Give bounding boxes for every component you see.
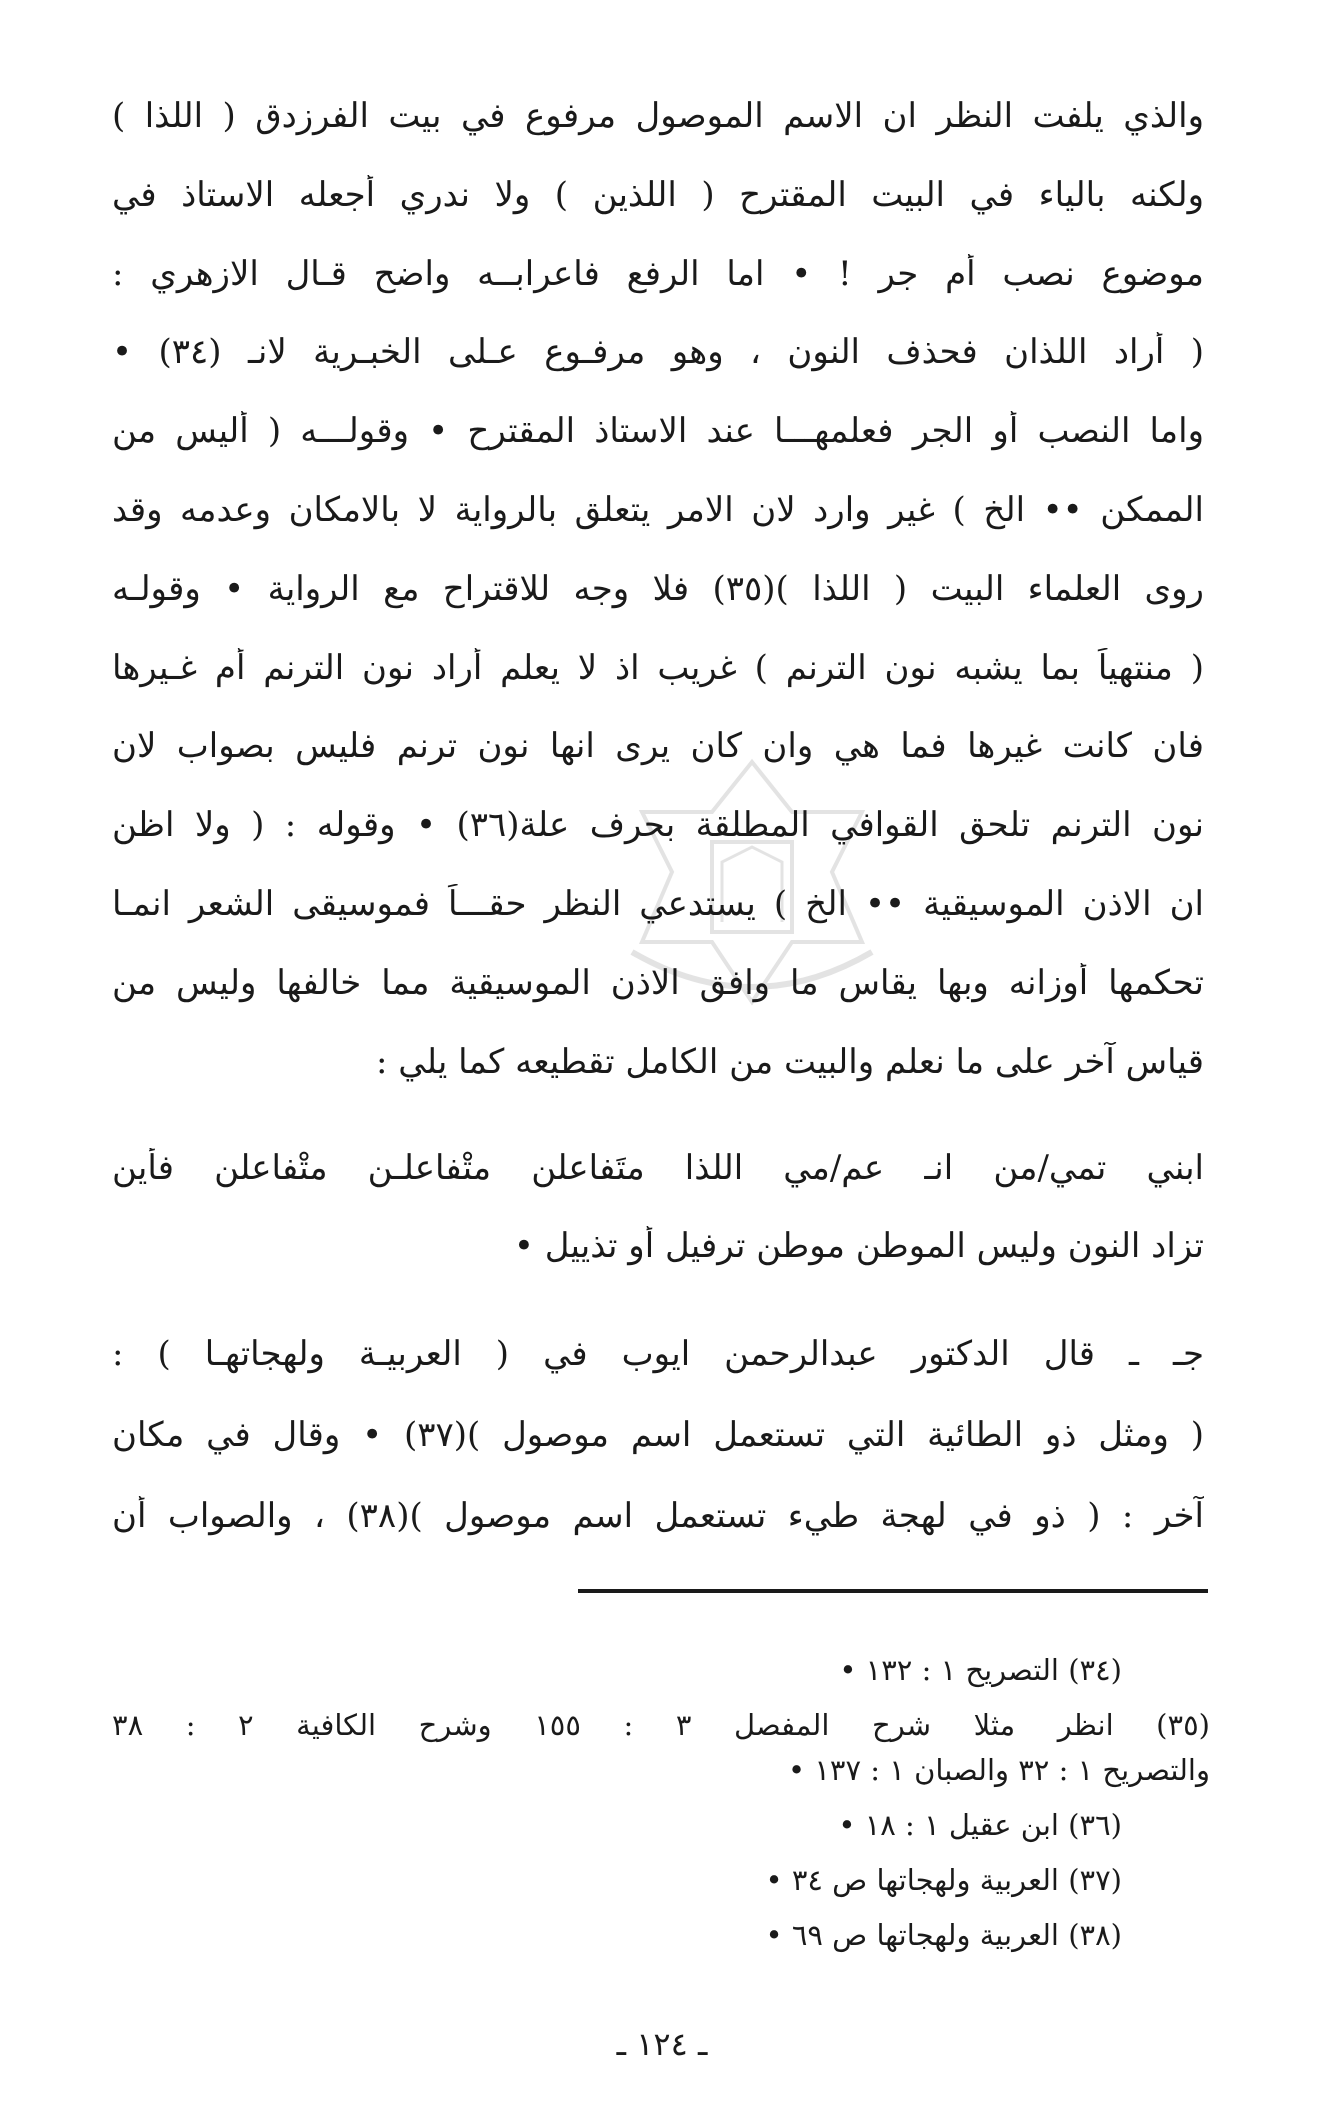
paragraph-line: ( أراد اللذان فحذف النون ، وهو مرفـوع عـلى الخبـرية لانـ (٣٤) • [112, 332, 1204, 373]
footnotes [112, 1652, 1210, 1972]
footnote-continuation: والتصريح ١ : ٣٢ والصبان ١ : ١٣٧ • [788, 1753, 1210, 1787]
paragraph-line: تحكمها أوزانه وبها يقاس ما وافق الاذن الموسيقية مما خالفها وليس من [112, 962, 1204, 1003]
paragraph-line: فان كانت غيرها فما هي وان كان يرى انها نون ترنم فليس بصواب لان [112, 726, 1204, 767]
verse-line: ابني تمي/من انـ عم/مي اللذا متَفاعلن متْفاعلـن متْفاعلن فأين [112, 1148, 1204, 1188]
section-line: جـ ـ قال الدكتور عبدالرحمن ايوب في ( العربيـة ولهجاتهـا ) : [112, 1334, 1204, 1374]
footnote-separator [578, 1589, 1208, 1593]
verse-scansion [112, 1148, 1204, 1304]
section-line: آخر : ( ذو في لهجة طيء تستعمل اسم موصول )(٣٨) ، والصواب أن [112, 1496, 1204, 1536]
footnote: (٣٨) العربية ولهجاتها ص ٦٩ • [765, 1918, 1122, 1952]
paragraph-line: روى العلماء البيت ( اللذا )(٣٥) فلا وجه للاقتراح مع الرواية • وقولـه [112, 568, 1204, 609]
paragraph-line: والذي يلفت النظر ان الاسم الموصول مرفوع في بيت الفرزدق ( اللذا ) [112, 96, 1204, 136]
footnote: (٣٧) العربية ولهجاتها ص ٣٤ • [765, 1863, 1122, 1897]
verse-line: تزاد النون وليس الموطن موطن ترفيل أو تذييل • [513, 1226, 1204, 1266]
footnote: (٣٦) ابن عقيل ١ : ١٨ • [838, 1808, 1122, 1842]
paragraph-line: ( منتهياً بما يشبه نون الترنم ) غريب اذ لا يعلم أراد نون الترنم أم غـيرها [112, 647, 1204, 688]
paragraph-line: نون الترنم تلحق القوافي المطلقة بحرف علة(٣٦) • وقوله : ( ولا اظن [112, 805, 1204, 846]
page-number: ـ ١٢٤ ـ [616, 2025, 708, 2063]
paragraph-line: قياس آخر على ما نعلم والبيت من الكامل تقطيعه كما يلي : [376, 1041, 1204, 1082]
footnote: (٣٤) التصريح ١ : ١٣٢ • [839, 1653, 1122, 1687]
paragraph-line: موضوع نصب أم جر ! • اما الرفع فاعرابــه واضح قـال الازهري : [112, 253, 1204, 294]
paragraph-line: واما النصب أو الجر فعلمهـــا عند الاستاذ المقترح • وقولـــه ( أليس من [112, 411, 1204, 452]
paragraph-line: ان الاذن الموسيقية •• الخ ) يستدعي النظر حقـــاً فموسيقى الشعر انمـا [112, 883, 1204, 924]
section-line: ( ومثل ذو الطائية التي تستعمل اسم موصول )(٣٧) • وقال في مكان [112, 1415, 1204, 1455]
main-paragraph [112, 96, 1204, 1120]
footnote: (٣٥) انظر مثلا شرح المفصل ٣ : ١٥٥ وشرح الكافية ٢ : ٣٨ [112, 1708, 1210, 1742]
paragraph-line: ولكنه بالياء في البيت المقترح ( اللذين ) ولا ندري أجعله الاستاذ في [112, 174, 1204, 215]
section-jim [112, 1334, 1204, 1577]
paragraph-line: الممكن •• الخ ) غير وارد لان الامر يتعلق بالرواية لا بالامكان وعدمه وقد [112, 489, 1204, 530]
